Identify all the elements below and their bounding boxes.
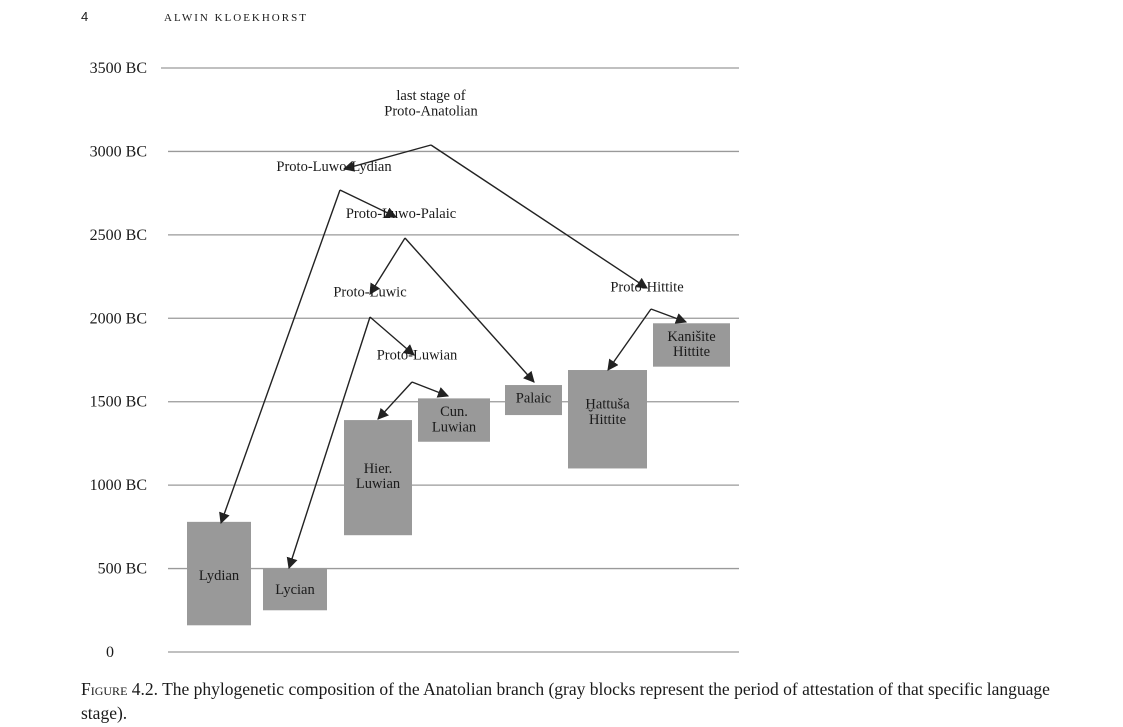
caption-text: The phylogenetic composition of the Anatolian branch (gray blocks represent the period of attestation of that specific language stage). (81, 679, 1050, 723)
block-label-hier: Luwian (355, 476, 401, 493)
running-head: ALWIN KLOEKHORST (164, 12, 308, 24)
page-number: 4 (81, 9, 89, 24)
block-label-lycian: Lycian (275, 581, 315, 598)
block-label-kanis: Hittite (672, 344, 711, 361)
edge-pluwian-to-cun (412, 382, 448, 396)
axis-tick-label: 1500 BC (89, 393, 147, 411)
block-label-lydian: Lydian (198, 568, 240, 585)
axis-tick-label: 2000 BC (89, 310, 147, 328)
node-label-ph: Proto-Hittite (610, 279, 684, 296)
edge-ph-to-kanis (651, 309, 686, 322)
block-label-palaic: Palaic (515, 390, 552, 407)
node-label-pa: last stage of (396, 88, 466, 105)
block-label-kanis: Kanišite (667, 329, 716, 346)
axis-tick-label: 3500 BC (89, 60, 147, 77)
edge-pluwian-to-hier (378, 382, 412, 419)
axis-tick-label: 0 (106, 644, 114, 661)
node-label-pll: Proto-Luwo-Lydian (276, 159, 392, 176)
axis-tick-label: 2500 BC (89, 226, 147, 244)
block-label-hier: Hier. (363, 460, 393, 477)
node-label-pa: Proto-Anatolian (384, 103, 478, 120)
block-label-cun: Cun. (440, 404, 468, 421)
node-label-pluwic: Proto-Luwic (333, 284, 407, 301)
node-label-plp: Proto-Luwo-Palaic (345, 205, 457, 222)
caption-label: Figure 4.2. (81, 679, 159, 699)
block-label-hattusa: Hittite (588, 411, 627, 428)
edge-pll-to-lydian (221, 190, 340, 523)
axis-tick-label: 3000 BC (89, 143, 147, 161)
axis-tick-label: 500 BC (97, 560, 147, 578)
node-label-pluwian: Proto-Luwian (376, 347, 458, 364)
axis-tick-label: 1000 BC (89, 477, 147, 495)
figure-caption (81, 677, 1081, 725)
edge-pa-to-ph (431, 145, 647, 288)
block-label-cun: Luwian (431, 419, 477, 436)
block-label-hattusa: Ḫattuša (585, 396, 630, 413)
